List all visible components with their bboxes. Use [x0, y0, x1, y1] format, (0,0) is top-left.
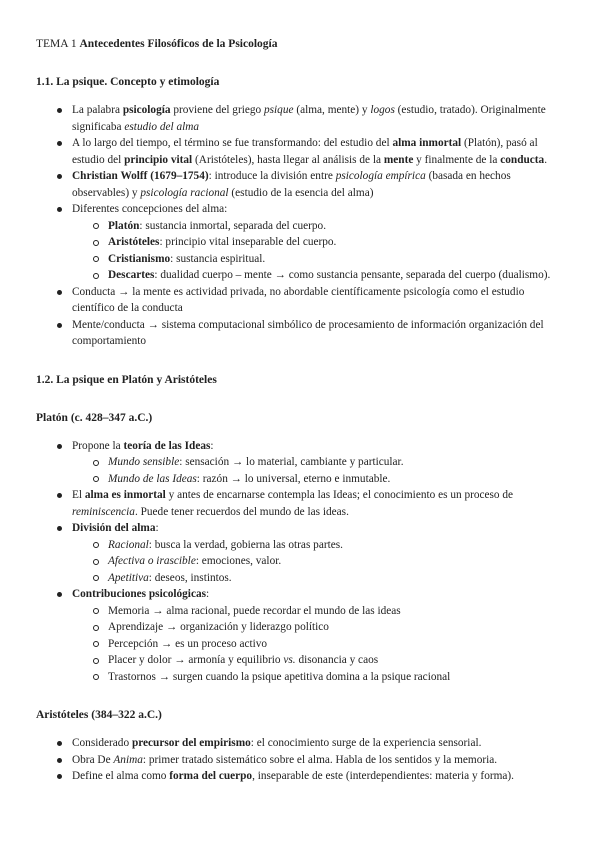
- sub-list-item: Aristóteles: principio vital inseparable del cuerpo.: [72, 234, 568, 251]
- list-item: Diferentes concepciones del alma: Platón: sustancia inmortal, separada del cuerpo. Aristóteles: principio vital inseparable del cuerpo. Cristianismo: sustancia espiritual. Descartes: dualidad cuerpo – mente → como sustancia pensante, separada del cuerpo (dualismo).: [36, 201, 568, 284]
- list-item: Conducta → la mente es actividad privada, no abordable científicamente psicología como el estudio científico de la conducta: [36, 284, 568, 317]
- list-item: Obra De Anima: primer tratado sistemático sobre el alma. Habla de los sentidos y la memoria.: [36, 752, 568, 769]
- aristoteles-heading: Aristóteles (384–322 a.C.): [36, 709, 162, 721]
- platon-list: [36, 438, 568, 686]
- soul-division-list: [72, 537, 568, 587]
- sub-list-item: Percepción → es un proceso activo: [72, 636, 568, 653]
- list-item: Contribuciones psicológicas: Memoria → alma racional, puede recordar el mundo de las ideas Aprendizaje → organización y liderazgo político Percepción → es un proceso activo Placer y dolor → armonía y equilibrio vs. disonancia y caos Trastornos → surgen cuando la psique apetitiva domina a la psique racional: [36, 586, 568, 685]
- title-prefix: TEMA 1: [36, 38, 80, 50]
- list-item: Propone la teoría de las Ideas: Mundo sensible: sensación → lo material, cambiante y particular. Mundo de las Ideas: razón → lo universal, eterno e inmutable.: [36, 438, 568, 488]
- list-item: Considerado precursor del empirismo: el conocimiento surge de la experiencia sensorial.: [36, 735, 568, 752]
- sub-list-item: Cristianismo: sustancia espiritual.: [72, 251, 568, 268]
- sub-list-item: Mundo de las Ideas: razón → lo universal, eterno e inmutable.: [72, 471, 568, 488]
- list-item: Mente/conducta → sistema computacional simbólico de procesamiento de información organización del comportamiento: [36, 317, 568, 350]
- sub-list-item: Afectiva o irascible: emociones, valor.: [72, 553, 568, 570]
- sub-list-item: Mundo sensible: sensación → lo material, cambiante y particular.: [72, 454, 568, 471]
- list-item: Christian Wolff (1679–1754): introduce la división entre psicología empírica (basada en hechos observables) y psicología racional (estudio de la esencia del alma): [36, 168, 568, 201]
- section-1-list: [36, 102, 568, 350]
- sub-list-item: Aprendizaje → organización y liderazgo político: [72, 619, 568, 636]
- sub-list-item: Placer y dolor → armonía y equilibrio vs. disonancia y caos: [72, 652, 568, 669]
- list-item: El alma es inmortal y antes de encarnarse contempla las Ideas; el conocimiento es un proceso de reminiscencia. Puede tener recuerdos del mundo de las ideas.: [36, 487, 568, 520]
- list-item: División del alma: Racional: busca la verdad, gobierna las otras partes. Afectiva o irascible: emociones, valor. Apetitiva: deseos, instintos.: [36, 520, 568, 586]
- list-item: Define el alma como forma del cuerpo, inseparable de este (interdependientes: materia y forma).: [36, 768, 568, 785]
- list-item: A lo largo del tiempo, el término se fue transformando: del estudio del alma inmortal (Platón), pasó al estudio del principio vital (Aristóteles), hasta llegar al análisis de la mente y finalmente de la conducta.: [36, 135, 568, 168]
- sub-list-item: Trastornos → surgen cuando la psique apetitiva domina a la psique racional: [72, 669, 568, 686]
- sub-list-item: Racional: busca la verdad, gobierna las otras partes.: [72, 537, 568, 554]
- section-1-heading: 1.1. La psique. Concepto y etimología: [36, 76, 220, 88]
- sub-list-item: Platón: sustancia inmortal, separada del cuerpo.: [72, 218, 568, 235]
- list-item: La palabra psicología proviene del griego psique (alma, mente) y logos (estudio, tratado). Originalmente significaba estudio del alma: [36, 102, 568, 135]
- contributions-list: [72, 603, 568, 686]
- aristoteles-list: [36, 735, 568, 785]
- platon-heading: Platón (c. 428–347 a.C.): [36, 411, 153, 424]
- section-2-heading: 1.2. La psique en Platón y Aristóteles: [36, 373, 217, 386]
- document-title: [36, 36, 568, 52]
- worlds-list: [72, 454, 568, 487]
- soul-conceptions-list: [72, 218, 568, 284]
- document-page: [36, 36, 568, 785]
- sub-list-item: Apetitiva: deseos, instintos.: [72, 570, 568, 587]
- sub-list-item: Memoria → alma racional, puede recordar el mundo de las ideas: [72, 603, 568, 620]
- sub-list-item: Descartes: dualidad cuerpo – mente → como sustancia pensante, separada del cuerpo (dualismo).: [72, 267, 568, 284]
- title-main: Antecedentes Filosóficos de la Psicología: [79, 38, 278, 50]
